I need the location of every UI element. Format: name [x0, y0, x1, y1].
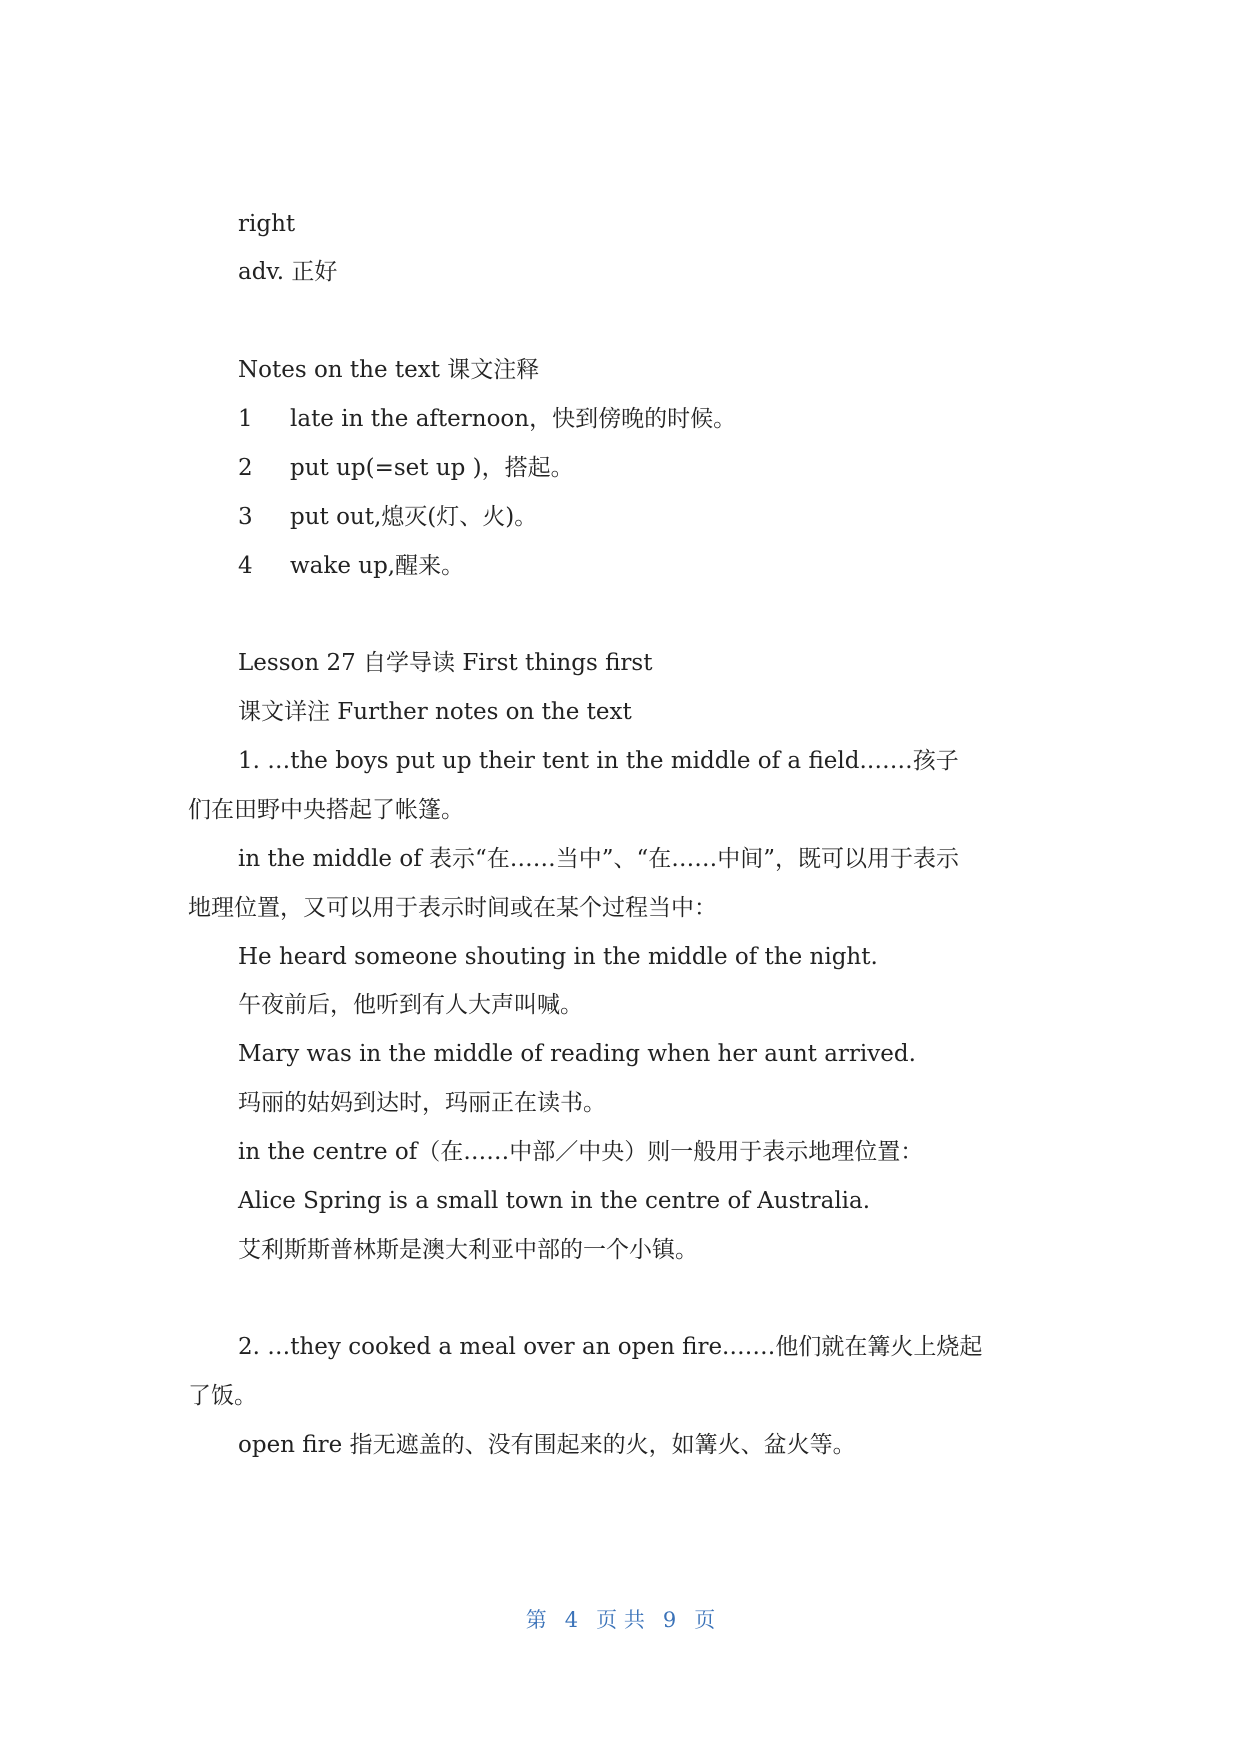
point2-explanation: open fire 指无遮盖的、没有围起来的火，如篝火、盆火等。: [238, 1432, 856, 1458]
note-item: [0, 404, 1241, 434]
point1-explanation-cont: 地理位置，又可以用于表示时间或在某个过程当中：: [188, 895, 717, 921]
point1-sentence-cont: 们在田野中央搭起了帐篷。: [188, 797, 464, 823]
vocab-word: right: [238, 211, 296, 237]
footer-prefix: 第: [525, 1608, 547, 1632]
point1-explanation: in the middle of 表示“在……当中”、“在……中间”，既可以用于表示: [238, 846, 960, 872]
vocab-definition: adv. 正好: [238, 259, 338, 285]
example-zh: 玛丽的姑妈到达时，玛丽正在读书。: [238, 1090, 606, 1116]
page-footer: [0, 1605, 1241, 1635]
note-text: put out,熄灭(灯、火)。: [290, 504, 538, 530]
note-item: [0, 502, 1241, 532]
note-number: 1: [238, 406, 253, 432]
note-text: wake up,醒来。: [290, 553, 465, 579]
footer-page-number: 4: [564, 1608, 579, 1632]
footer-total-pages: 9: [662, 1608, 677, 1632]
lesson-title: Lesson 27 自学导读 First things first: [238, 650, 653, 676]
note-text: put up(=set up )，搭起。: [290, 455, 574, 481]
note-number: 2: [238, 455, 253, 481]
example-en: Mary was in the middle of reading when her aunt arrived.: [238, 1041, 916, 1067]
point1-sentence: 1. …the boys put up their tent in the middle of a field.……孩子: [238, 748, 959, 774]
point2-sentence: 2. …they cooked a meal over an open fire.……他们就在篝火上烧起: [238, 1334, 983, 1360]
note-item: [0, 551, 1241, 581]
footer-mid: 页 共: [596, 1608, 645, 1632]
example-en: He heard someone shouting in the middle of the night.: [238, 944, 878, 970]
notes-heading: Notes on the text 课文注释: [238, 357, 540, 383]
note-number: 3: [238, 504, 253, 530]
example-zh: 午夜前后，他听到有人大声叫喊。: [238, 992, 583, 1018]
note-number: 4: [238, 553, 253, 579]
footer-suffix: 页: [694, 1608, 716, 1632]
note-item: [0, 453, 1241, 483]
example-en: Alice Spring is a small town in the centre of Australia.: [238, 1188, 871, 1214]
example-zh: 艾利斯斯普林斯是澳大利亚中部的一个小镇。: [238, 1237, 698, 1263]
note-text: late in the afternoon，快到傍晚的时候。: [290, 406, 737, 432]
centre-explanation: in the centre of（在……中部／中央）则一般用于表示地理位置：: [238, 1139, 924, 1165]
lesson-subtitle: 课文详注 Further notes on the text: [238, 699, 632, 725]
point2-sentence-cont: 了饭。: [188, 1383, 257, 1409]
